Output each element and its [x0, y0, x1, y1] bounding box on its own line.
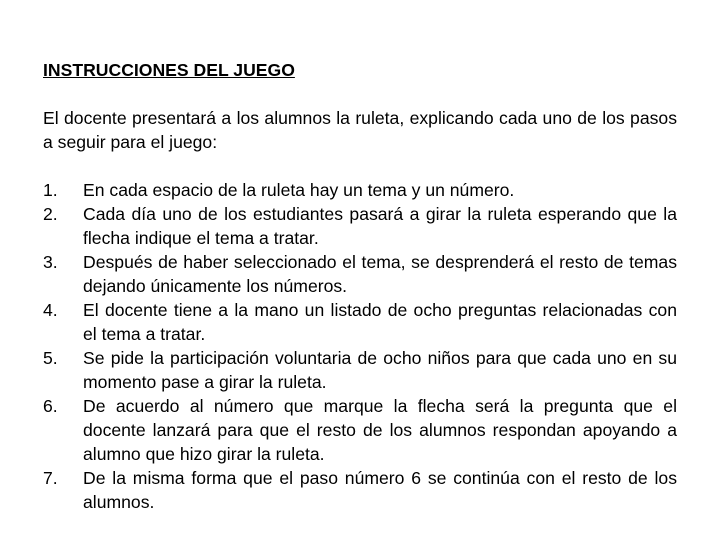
step-text: De la misma forma que el paso número 6 se continúa con el resto de los alumnos.	[83, 468, 677, 512]
step-number: 6.	[43, 396, 58, 416]
step-item-6	[43, 394, 677, 466]
step-number: 4.	[43, 300, 58, 320]
step-number: 3.	[43, 252, 58, 272]
step-text: Se pide la participación voluntaria de ocho niños para que cada uno en su momento pase a girar la ruleta.	[83, 348, 677, 392]
step-text: Cada día uno de los estudiantes pasará a girar la ruleta esperando que la flecha indique el tema a tratar.	[83, 204, 677, 248]
step-item-7	[43, 466, 677, 514]
step-item-1	[43, 178, 677, 202]
step-item-5	[43, 346, 677, 394]
step-text: Después de haber seleccionado el tema, se desprenderá el resto de temas dejando únicamente los números.	[83, 252, 677, 296]
step-text: El docente tiene a la mano un listado de ocho preguntas relacionadas con el tema a tratar.	[83, 300, 677, 344]
step-number: 1.	[43, 180, 58, 200]
step-text: En cada espacio de la ruleta hay un tema y un número.	[83, 180, 515, 200]
step-text: De acuerdo al número que marque la flecha será la pregunta que el docente lanzará para que el resto de los alumnos respondan apoyando a alumno que hizo girar la ruleta.	[83, 396, 677, 464]
document-page	[43, 58, 677, 514]
step-item-3	[43, 250, 677, 298]
step-item-4	[43, 298, 677, 346]
step-number: 2.	[43, 204, 58, 224]
intro-paragraph: El docente presentará a los alumnos la ruleta, explicando cada uno de los pasos a seguir para el juego:	[43, 108, 677, 152]
document-title: INSTRUCCIONES DEL JUEGO	[43, 60, 295, 80]
step-item-2	[43, 202, 677, 250]
step-number: 5.	[43, 348, 58, 368]
step-number: 7.	[43, 468, 58, 488]
steps-list	[43, 178, 677, 514]
